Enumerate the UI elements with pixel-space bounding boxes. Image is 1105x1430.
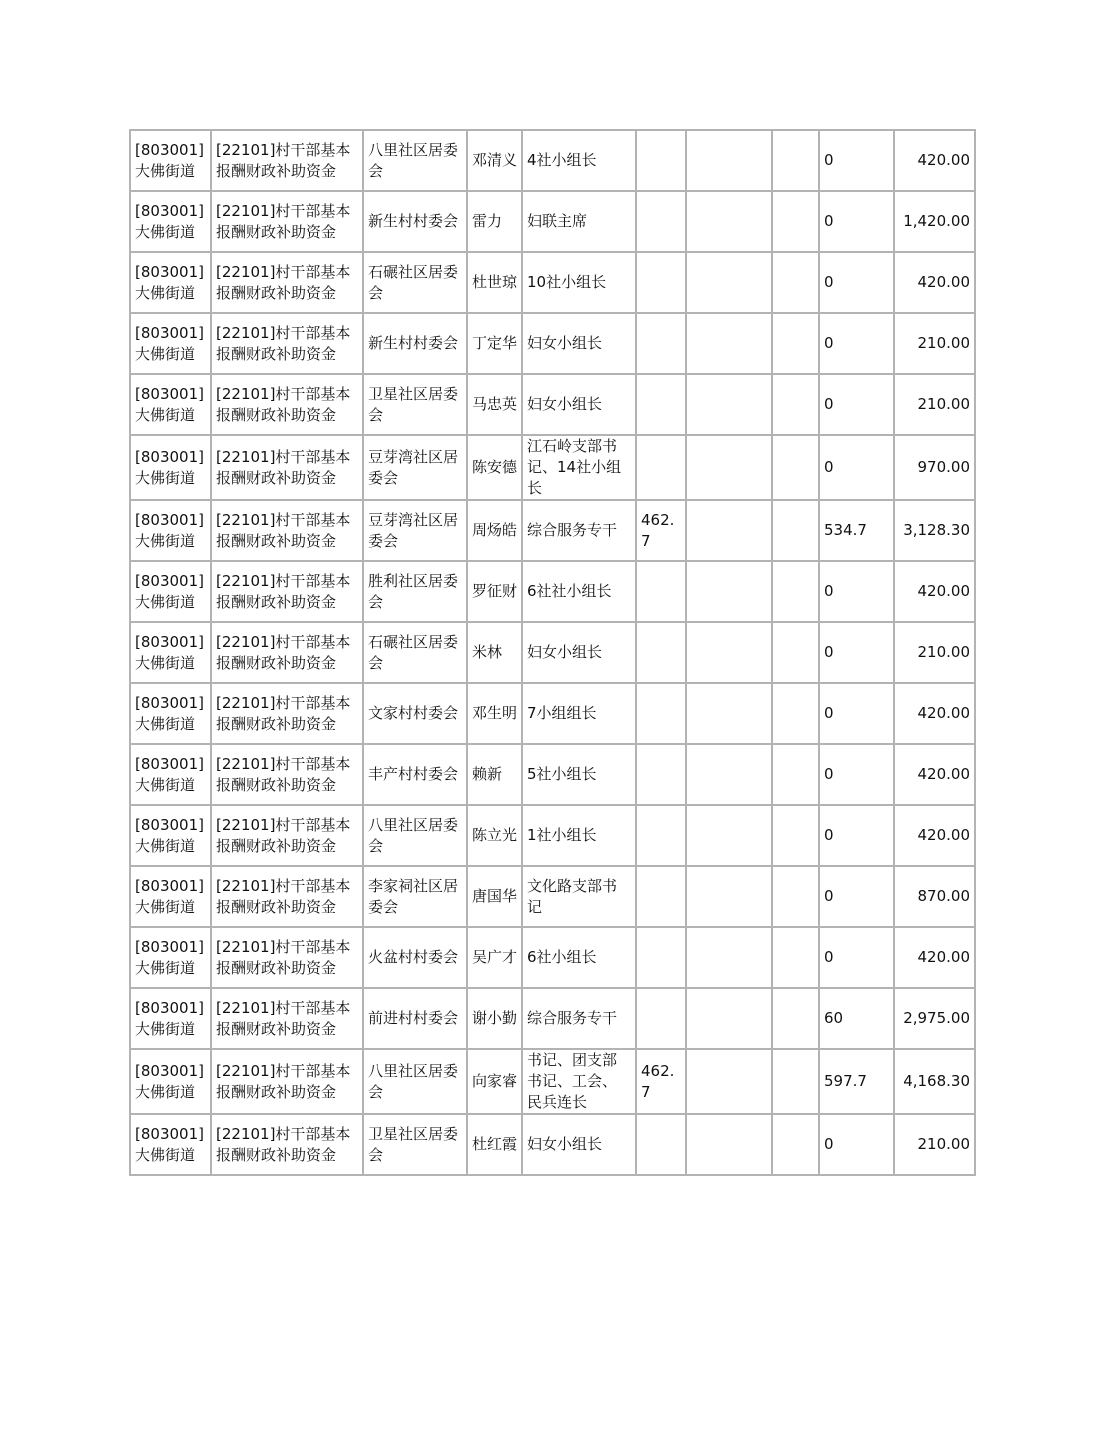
cell-amount-a xyxy=(636,191,686,252)
cell-total: 870.00 xyxy=(894,866,975,927)
cell-unit: 胜利社区居委会 xyxy=(363,561,467,622)
cell-amount-c xyxy=(772,1114,819,1175)
cell-amount-d: 60 xyxy=(819,988,894,1049)
cell-fund-item: [22101]村干部基本报酬财政补助资金 xyxy=(211,866,363,927)
table-body xyxy=(130,130,975,1175)
cell-amount-b xyxy=(686,435,772,500)
table-row xyxy=(130,313,975,374)
cell-district: [803001]大佛街道 xyxy=(130,1049,211,1114)
cell-unit: 石碾社区居委会 xyxy=(363,622,467,683)
cell-total: 4,168.30 xyxy=(894,1049,975,1114)
cell-fund-item: [22101]村干部基本报酬财政补助资金 xyxy=(211,683,363,744)
cell-fund-item: [22101]村干部基本报酬财政补助资金 xyxy=(211,1049,363,1114)
cell-fund-item: [22101]村干部基本报酬财政补助资金 xyxy=(211,805,363,866)
cell-amount-c xyxy=(772,1049,819,1114)
cell-amount-a xyxy=(636,1114,686,1175)
cell-amount-b xyxy=(686,805,772,866)
cell-amount-c xyxy=(772,866,819,927)
table-row xyxy=(130,561,975,622)
cell-amount-c xyxy=(772,130,819,191)
cell-unit: 前进村村委会 xyxy=(363,988,467,1049)
cell-total: 420.00 xyxy=(894,683,975,744)
cell-amount-d: 0 xyxy=(819,866,894,927)
cell-district: [803001]大佛街道 xyxy=(130,683,211,744)
cell-unit: 新生村村委会 xyxy=(363,313,467,374)
cell-total: 1,420.00 xyxy=(894,191,975,252)
cell-amount-b xyxy=(686,988,772,1049)
cell-amount-d: 0 xyxy=(819,374,894,435)
cell-amount-a: 462.7 xyxy=(636,1049,686,1114)
cell-unit: 新生村村委会 xyxy=(363,191,467,252)
cell-total: 2,975.00 xyxy=(894,988,975,1049)
cell-fund-item: [22101]村干部基本报酬财政补助资金 xyxy=(211,561,363,622)
cell-person-name: 杜世琼 xyxy=(467,252,522,313)
cell-district: [803001]大佛街道 xyxy=(130,866,211,927)
cell-fund-item: [22101]村干部基本报酬财政补助资金 xyxy=(211,1114,363,1175)
table-row xyxy=(130,622,975,683)
cell-total: 420.00 xyxy=(894,130,975,191)
cell-unit: 八里社区居委会 xyxy=(363,805,467,866)
cell-amount-b xyxy=(686,252,772,313)
cell-unit: 卫星社区居委会 xyxy=(363,374,467,435)
cell-position: 综合服务专干 xyxy=(522,500,636,561)
table-row xyxy=(130,374,975,435)
cell-amount-c xyxy=(772,435,819,500)
cell-amount-d: 0 xyxy=(819,252,894,313)
cell-amount-a xyxy=(636,744,686,805)
cell-amount-c xyxy=(772,744,819,805)
cell-unit: 豆芽湾社区居委会 xyxy=(363,435,467,500)
cell-amount-c xyxy=(772,561,819,622)
table-row xyxy=(130,435,975,500)
cell-amount-b xyxy=(686,1049,772,1114)
cell-district: [803001]大佛街道 xyxy=(130,313,211,374)
cell-amount-c xyxy=(772,988,819,1049)
cell-position: 综合服务专干 xyxy=(522,988,636,1049)
cell-district: [803001]大佛街道 xyxy=(130,374,211,435)
cell-amount-b xyxy=(686,313,772,374)
cell-total: 210.00 xyxy=(894,1114,975,1175)
cell-unit: 丰产村村委会 xyxy=(363,744,467,805)
cell-fund-item: [22101]村干部基本报酬财政补助资金 xyxy=(211,744,363,805)
cell-amount-c xyxy=(772,683,819,744)
cell-total: 420.00 xyxy=(894,252,975,313)
cell-amount-a xyxy=(636,130,686,191)
cell-amount-b xyxy=(686,622,772,683)
cell-amount-d: 0 xyxy=(819,622,894,683)
cell-fund-item: [22101]村干部基本报酬财政补助资金 xyxy=(211,927,363,988)
cell-unit: 豆芽湾社区居委会 xyxy=(363,500,467,561)
cell-total: 420.00 xyxy=(894,927,975,988)
cell-amount-c xyxy=(772,313,819,374)
cell-person-name: 杜红霞 xyxy=(467,1114,522,1175)
cell-amount-c xyxy=(772,927,819,988)
cell-position: 妇女小组长 xyxy=(522,622,636,683)
cell-amount-d: 0 xyxy=(819,744,894,805)
cell-fund-item: [22101]村干部基本报酬财政补助资金 xyxy=(211,313,363,374)
cell-amount-a xyxy=(636,252,686,313)
cell-position: 7小组组长 xyxy=(522,683,636,744)
cell-amount-a xyxy=(636,683,686,744)
cell-fund-item: [22101]村干部基本报酬财政补助资金 xyxy=(211,130,363,191)
cell-amount-b xyxy=(686,500,772,561)
cell-position: 6社社小组长 xyxy=(522,561,636,622)
cell-person-name: 向家睿 xyxy=(467,1049,522,1114)
cell-amount-b xyxy=(686,866,772,927)
cell-fund-item: [22101]村干部基本报酬财政补助资金 xyxy=(211,191,363,252)
cell-amount-b xyxy=(686,744,772,805)
cell-amount-a xyxy=(636,988,686,1049)
cell-district: [803001]大佛街道 xyxy=(130,500,211,561)
cell-amount-a xyxy=(636,561,686,622)
table-row xyxy=(130,988,975,1049)
cell-district: [803001]大佛街道 xyxy=(130,435,211,500)
cell-amount-b xyxy=(686,191,772,252)
salary-table xyxy=(129,129,976,1176)
cell-total: 420.00 xyxy=(894,561,975,622)
cell-amount-a xyxy=(636,313,686,374)
cell-district: [803001]大佛街道 xyxy=(130,191,211,252)
cell-amount-d: 0 xyxy=(819,313,894,374)
cell-amount-d: 597.7 xyxy=(819,1049,894,1114)
cell-amount-b xyxy=(686,683,772,744)
cell-fund-item: [22101]村干部基本报酬财政补助资金 xyxy=(211,622,363,683)
cell-unit: 卫星社区居委会 xyxy=(363,1114,467,1175)
cell-person-name: 邓清义 xyxy=(467,130,522,191)
cell-person-name: 陈立光 xyxy=(467,805,522,866)
cell-unit: 八里社区居委会 xyxy=(363,130,467,191)
cell-amount-b xyxy=(686,927,772,988)
cell-amount-a xyxy=(636,805,686,866)
cell-amount-c xyxy=(772,374,819,435)
cell-person-name: 雷力 xyxy=(467,191,522,252)
cell-district: [803001]大佛街道 xyxy=(130,252,211,313)
cell-amount-c xyxy=(772,622,819,683)
cell-district: [803001]大佛街道 xyxy=(130,1114,211,1175)
table-row xyxy=(130,805,975,866)
cell-total: 420.00 xyxy=(894,744,975,805)
table-row xyxy=(130,252,975,313)
table-row xyxy=(130,744,975,805)
cell-amount-b xyxy=(686,1114,772,1175)
cell-position: 妇联主席 xyxy=(522,191,636,252)
cell-person-name: 邓生明 xyxy=(467,683,522,744)
table-row xyxy=(130,1114,975,1175)
table-row xyxy=(130,683,975,744)
cell-district: [803001]大佛街道 xyxy=(130,622,211,683)
cell-amount-a xyxy=(636,435,686,500)
cell-total: 210.00 xyxy=(894,313,975,374)
cell-total: 210.00 xyxy=(894,374,975,435)
cell-total: 3,128.30 xyxy=(894,500,975,561)
cell-amount-a xyxy=(636,374,686,435)
cell-amount-a: 462.7 xyxy=(636,500,686,561)
cell-position: 妇女小组长 xyxy=(522,313,636,374)
cell-person-name: 马忠英 xyxy=(467,374,522,435)
cell-district: [803001]大佛街道 xyxy=(130,130,211,191)
table-row xyxy=(130,1049,975,1114)
cell-unit: 石碾社区居委会 xyxy=(363,252,467,313)
cell-person-name: 吴广才 xyxy=(467,927,522,988)
cell-amount-c xyxy=(772,805,819,866)
cell-amount-b xyxy=(686,130,772,191)
cell-district: [803001]大佛街道 xyxy=(130,805,211,866)
cell-position: 妇女小组长 xyxy=(522,1114,636,1175)
cell-amount-d: 0 xyxy=(819,805,894,866)
cell-person-name: 陈安德 xyxy=(467,435,522,500)
cell-amount-d: 0 xyxy=(819,683,894,744)
table-row xyxy=(130,130,975,191)
cell-district: [803001]大佛街道 xyxy=(130,988,211,1049)
table-row xyxy=(130,866,975,927)
cell-position: 妇女小组长 xyxy=(522,374,636,435)
cell-person-name: 罗征财 xyxy=(467,561,522,622)
cell-person-name: 谢小勤 xyxy=(467,988,522,1049)
cell-unit: 八里社区居委会 xyxy=(363,1049,467,1114)
cell-amount-a xyxy=(636,866,686,927)
cell-amount-c xyxy=(772,191,819,252)
cell-fund-item: [22101]村干部基本报酬财政补助资金 xyxy=(211,252,363,313)
cell-position: 1社小组长 xyxy=(522,805,636,866)
cell-unit: 李家祠社区居委会 xyxy=(363,866,467,927)
cell-amount-a xyxy=(636,622,686,683)
cell-position: 江石岭支部书记、14社小组长 xyxy=(522,435,636,500)
cell-unit: 文家村村委会 xyxy=(363,683,467,744)
cell-position: 5社小组长 xyxy=(522,744,636,805)
cell-person-name: 丁定华 xyxy=(467,313,522,374)
cell-fund-item: [22101]村干部基本报酬财政补助资金 xyxy=(211,500,363,561)
cell-person-name: 唐国华 xyxy=(467,866,522,927)
cell-amount-d: 0 xyxy=(819,191,894,252)
cell-total: 970.00 xyxy=(894,435,975,500)
cell-total: 210.00 xyxy=(894,622,975,683)
cell-amount-b xyxy=(686,561,772,622)
cell-fund-item: [22101]村干部基本报酬财政补助资金 xyxy=(211,435,363,500)
table-row xyxy=(130,191,975,252)
cell-position: 文化路支部书记 xyxy=(522,866,636,927)
cell-total: 420.00 xyxy=(894,805,975,866)
cell-fund-item: [22101]村干部基本报酬财政补助资金 xyxy=(211,988,363,1049)
table-row xyxy=(130,500,975,561)
cell-position: 6社小组长 xyxy=(522,927,636,988)
cell-person-name: 米林 xyxy=(467,622,522,683)
table-row xyxy=(130,927,975,988)
cell-district: [803001]大佛街道 xyxy=(130,561,211,622)
cell-amount-d: 0 xyxy=(819,1114,894,1175)
cell-amount-c xyxy=(772,252,819,313)
cell-person-name: 赖新 xyxy=(467,744,522,805)
cell-district: [803001]大佛街道 xyxy=(130,744,211,805)
cell-amount-c xyxy=(772,500,819,561)
cell-position: 10社小组长 xyxy=(522,252,636,313)
cell-position: 书记、团支部书记、工会、民兵连长 xyxy=(522,1049,636,1114)
cell-unit: 火盆村村委会 xyxy=(363,927,467,988)
cell-amount-a xyxy=(636,927,686,988)
cell-amount-d: 0 xyxy=(819,435,894,500)
cell-position: 4社小组长 xyxy=(522,130,636,191)
cell-amount-b xyxy=(686,374,772,435)
cell-person-name: 周炀皓 xyxy=(467,500,522,561)
cell-amount-d: 0 xyxy=(819,130,894,191)
cell-amount-d: 0 xyxy=(819,561,894,622)
cell-amount-d: 0 xyxy=(819,927,894,988)
cell-district: [803001]大佛街道 xyxy=(130,927,211,988)
cell-fund-item: [22101]村干部基本报酬财政补助资金 xyxy=(211,374,363,435)
cell-amount-d: 534.7 xyxy=(819,500,894,561)
